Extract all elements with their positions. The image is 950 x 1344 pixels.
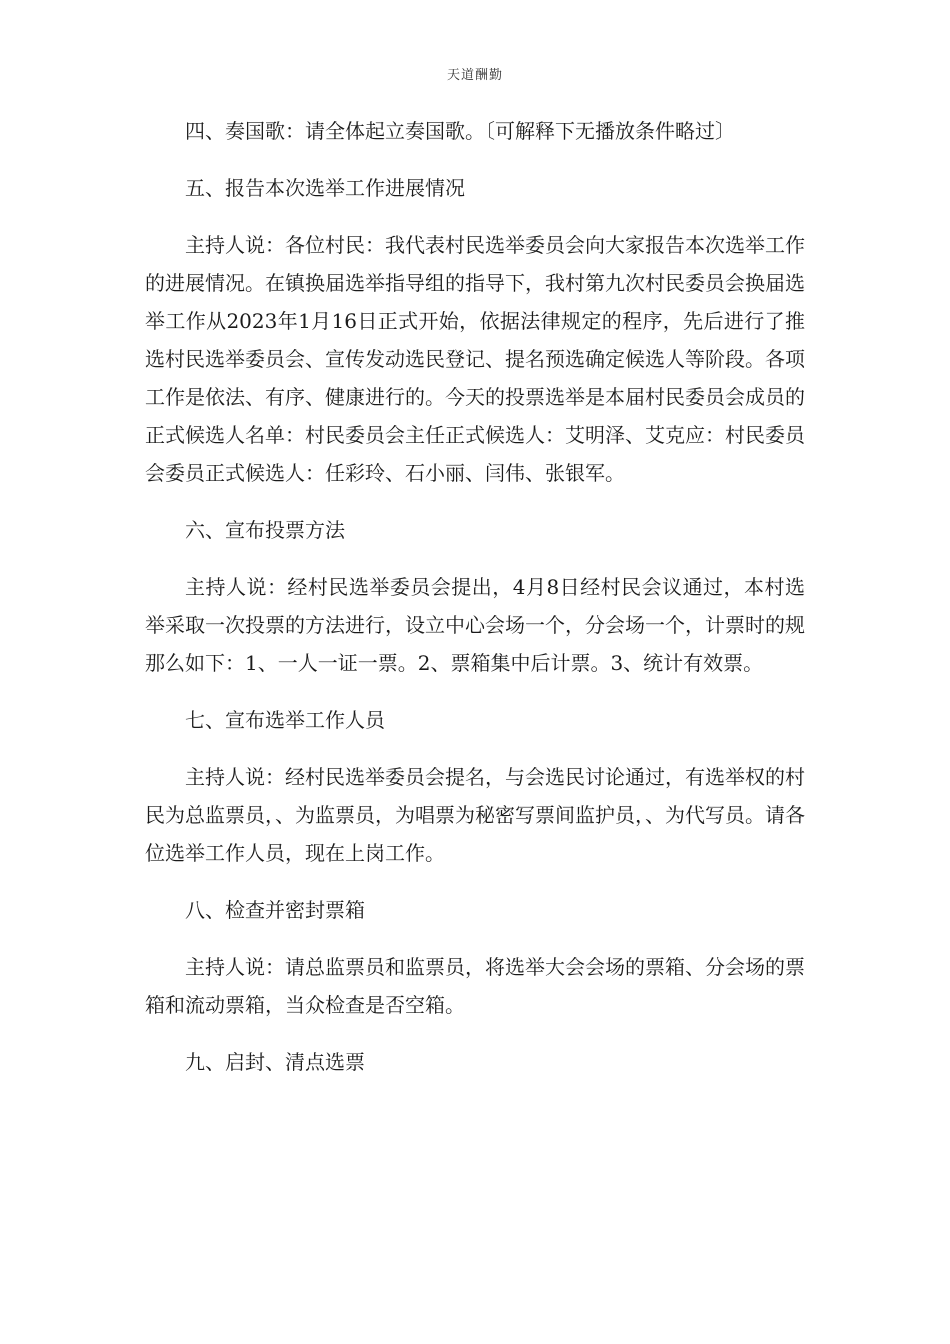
section-heading: 七、宣布选举工作人员: [185, 708, 385, 732]
body-paragraph: 主持人说：经村民选举委员会提名，与会选民讨论通过，有选举权的村民为总监票员，、为监票员，为唱票为秘密写票间监护员，、为代写员。请各位选举工作人员，现在上岗工作。: [145, 765, 805, 865]
section-heading: 四、奏国歌：请全体起立奏国歌。〔可解释下无播放条件略过〕: [185, 119, 735, 143]
body-paragraph: 主持人说：经村民选举委员会提出，4月8日经村民会议通过，本村选举采取一次投票的方法进行，设立中心会场一个，分会场一个，计票时的规那么如下：1、一人一证一票。2、票箱集中后计票。3、统计有效票。: [145, 575, 805, 675]
body-paragraph: 主持人说：请总监票员和监票员，将选举大会会场的票箱、分会场的票箱和流动票箱，当众检查是否空箱。: [145, 955, 805, 1017]
section-heading: 五、报告本次选举工作进展情况: [185, 176, 465, 200]
section-heading: 九、启封、清点选票: [185, 1050, 365, 1074]
page-header: 天道酬勤: [446, 68, 503, 83]
section-heading: 六、宣布投票方法: [185, 518, 345, 542]
body-paragraph: 主持人说：各位村民：我代表村民选举委员会向大家报告本次选举工作的进展情况。在镇换届选举指导组的指导下，我村第九次村民委员会换届选举工作从2023年1月16日正式开始，依据法律规定的程序，先后进行了推选村民选举委员会、宣传发动选民登记、提名预选确定候选人等阶段。各项工作是依法、有序、健康进行的。今天的投票选举是本届村民委员会成员的正式候选人名单：村民委员会主任正式候选人：艾明泽、艾克应：村民委员会委员正式候选人：任彩玲、石小丽、闫伟、张银军。: [145, 233, 805, 485]
document-body: [145, 112, 805, 1100]
section-heading: 八、检查并密封票箱: [185, 898, 365, 922]
